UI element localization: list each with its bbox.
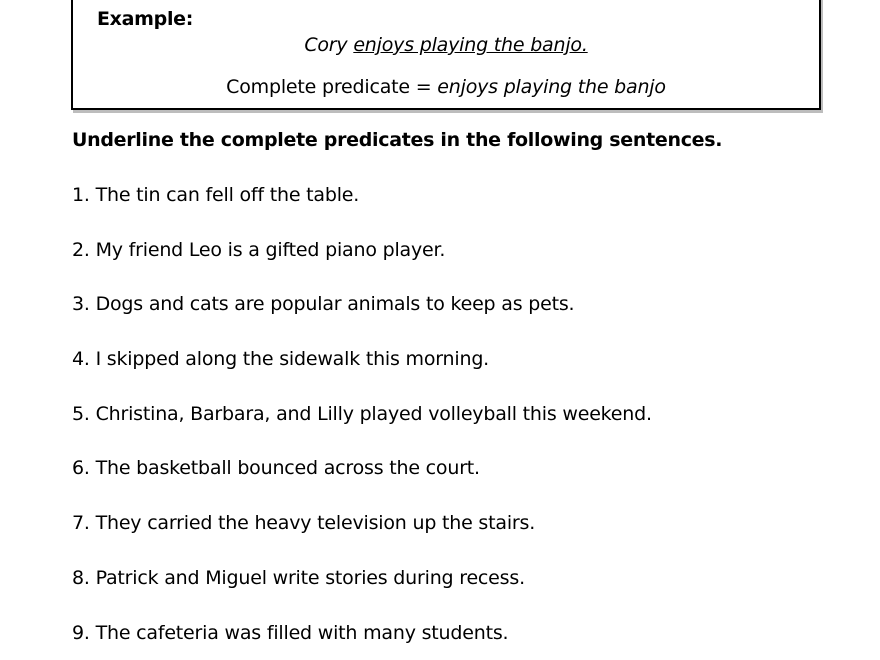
example-subject: Cory	[304, 34, 354, 56]
example-sentence	[73, 34, 819, 56]
sentence-list	[72, 184, 652, 660]
sentence-item: 6. The basketball bounced across the court.	[72, 457, 480, 480]
sentence-item: 2. My friend Leo is a gifted piano player.	[72, 238, 446, 261]
instructions: Underline the complete predicates in the following sentences.	[72, 129, 723, 151]
sentence-item: 5. Christina, Barbara, and Lilly played volleyball this weekend.	[72, 402, 652, 425]
example-answer-label: Complete predicate =	[226, 76, 438, 98]
example-answer-value: enjoys playing the banjo	[437, 76, 666, 98]
sentence-item: 8. Patrick and Miguel write stories during recess.	[72, 566, 525, 589]
example-box	[71, 0, 821, 110]
example-answer	[73, 76, 819, 98]
example-predicate: enjoys playing the banjo.	[353, 34, 588, 56]
sentence-item: 4. I skipped along the sidewalk this morning.	[72, 348, 490, 371]
sentence-item: 1. The tin can fell off the table.	[72, 184, 360, 206]
sentence-item: 9. The cafeteria was filled with many students.	[72, 621, 509, 644]
example-label: Example:	[97, 8, 194, 30]
sentence-item: 7. They carried the heavy television up the stairs.	[72, 512, 536, 535]
sentence-item: 3. Dogs and cats are popular animals to keep as pets.	[72, 293, 575, 316]
